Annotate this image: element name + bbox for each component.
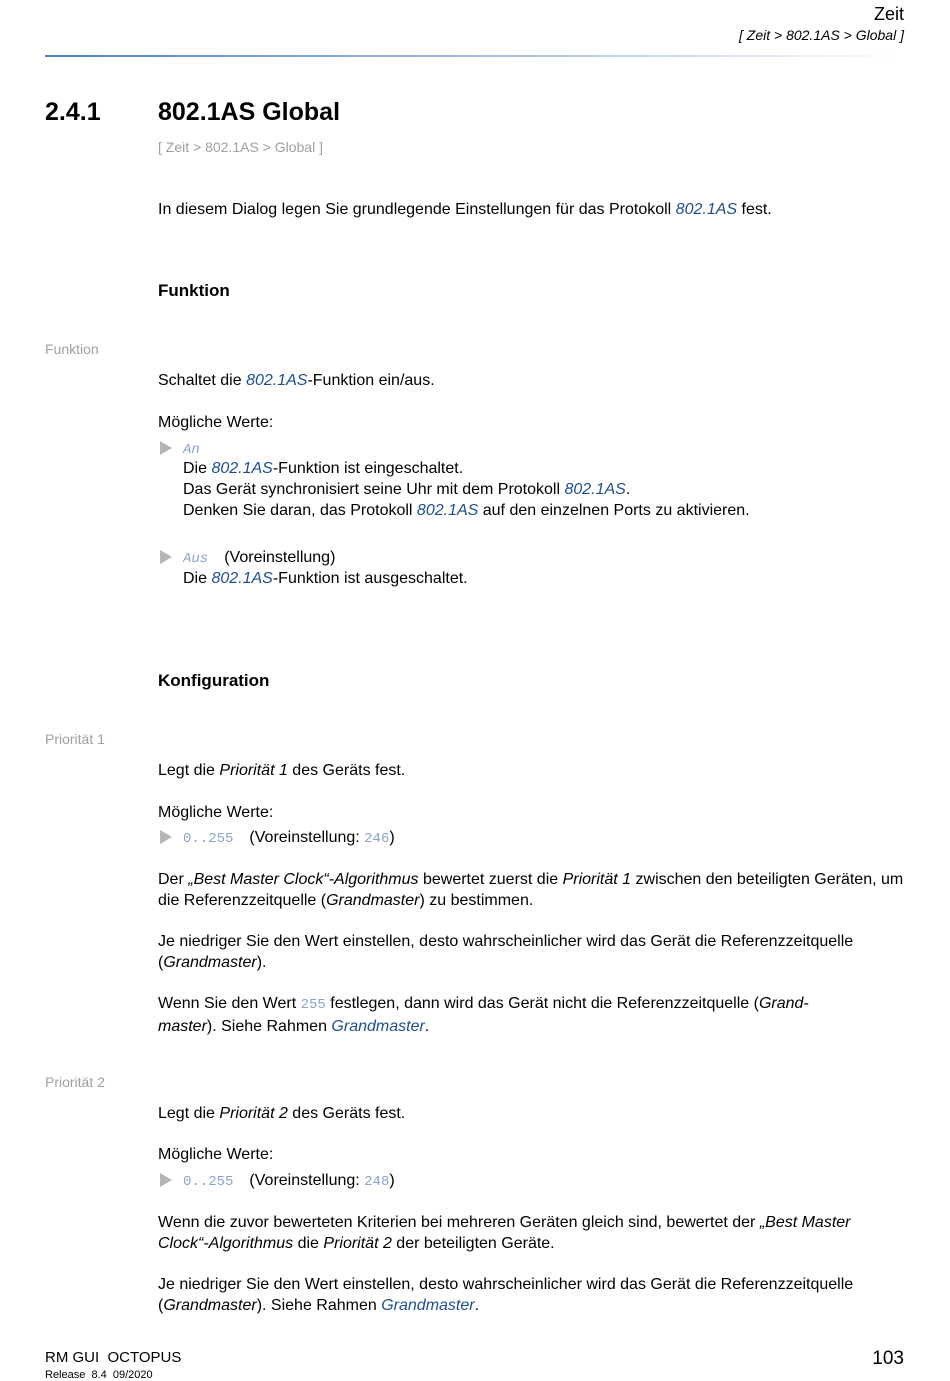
page-number: 103	[872, 1348, 904, 1369]
prioritaet1-values-label: Mögliche Werte:	[158, 804, 274, 821]
option-aus-line1: Die 802.1AS-Funktion ist ausgeschaltet.	[183, 570, 468, 587]
option-aus-value: Aus (Voreinstellung)	[183, 549, 336, 567]
footer-document-title: RM GUI OCTOPUS	[45, 1349, 182, 1366]
option-an-line1: Die 802.1AS-Funktion ist eingeschaltet.	[183, 460, 464, 477]
footer-release: Release 8.4 09/2020	[45, 1369, 153, 1381]
protocol-link[interactable]: 802.1AS	[416, 502, 479, 519]
prioritaet2-values-label: Mögliche Werte:	[158, 1146, 274, 1163]
konfiguration-heading: Konfiguration	[158, 671, 270, 690]
prioritaet2-paragraph2: Je niedriger Sie den Wert einstellen, desto wahrscheinlicher wird das Gerät die Referenzzeitquelle (Grandmaster). Siehe Rahmen Grandmaster.	[158, 1276, 854, 1314]
option-an-line3: Denken Sie daran, das Protokoll 802.1AS auf den einzelnen Ports zu aktivieren.	[183, 502, 750, 519]
prioritaet1-description: Legt die Priorität 1 des Geräts fest.	[158, 762, 406, 779]
protocol-link[interactable]: 802.1AS	[211, 460, 273, 477]
protocol-link[interactable]: 802.1AS	[564, 481, 626, 498]
prioritaet1-paragraph1: Der „Best Master Clock“-Algorithmus bewertet zuerst die Priorität 1 zwischen den beteiligten Geräten, um die Referenzzeitquelle (Grandmaster) zu bestimmen.	[158, 871, 904, 909]
prioritaet2-paragraph1: Wenn die zuvor bewerteten Kriterien bei mehreren Geräten gleich sind, bewertet der „Best Master Clock“-Algorithmus die Priorität 2 der beteiligten Geräte.	[158, 1214, 851, 1252]
prioritaet1-margin-label: Priorität 1	[45, 731, 105, 747]
protocol-link[interactable]: 802.1AS	[211, 570, 273, 587]
grandmaster-link[interactable]: Grandmaster	[381, 1297, 475, 1314]
protocol-link[interactable]: 802.1AS	[675, 201, 738, 218]
running-header-title: Zeit	[873, 4, 904, 24]
bullet-triangle-icon	[160, 830, 172, 844]
section-number: 2.4.1	[45, 98, 101, 126]
bullet-triangle-icon	[160, 550, 172, 564]
intro-paragraph: In diesem Dialog legen Sie grundlegende Einstellungen für das Protokoll 802.1AS fest.	[158, 201, 772, 218]
prioritaet2-margin-label: Priorität 2	[45, 1074, 105, 1090]
section-title: 802.1AS Global	[158, 98, 341, 126]
funktion-margin-label: Funktion	[45, 341, 99, 357]
grandmaster-link[interactable]: Grandmaster	[331, 1018, 425, 1035]
funktion-heading: Funktion	[158, 281, 230, 300]
option-an-line2: Das Gerät synchronisiert seine Uhr mit dem Protokoll 802.1AS.	[183, 481, 631, 498]
funktion-description: Schaltet die 802.1AS-Funktion ein/aus.	[158, 372, 435, 389]
funktion-values-label: Mögliche Werte:	[158, 414, 274, 431]
running-header-path: [ Zeit > 802.1AS > Global ]	[739, 27, 904, 43]
prioritaet2-range: 0..255 (Voreinstellung: 248)	[183, 1172, 395, 1190]
protocol-link[interactable]: 802.1AS	[246, 372, 308, 389]
header-rule	[45, 55, 905, 57]
bullet-triangle-icon	[160, 441, 172, 455]
prioritaet1-paragraph3: Wenn Sie den Wert 255 festlegen, dann wird das Gerät nicht die Referenzzeitquelle (Grand- master). Siehe Rahmen Grandmaster.	[158, 995, 809, 1035]
prioritaet1-paragraph2: Je niedriger Sie den Wert einstellen, desto wahrscheinlicher wird das Gerät die Referenzzeitquelle (Grandmaster).	[158, 933, 854, 971]
prioritaet1-range: 0..255 (Voreinstellung: 246)	[183, 829, 395, 847]
section-path: [ Zeit > 802.1AS > Global ]	[158, 139, 323, 155]
bullet-triangle-icon	[160, 1173, 172, 1187]
option-an-value: An	[183, 442, 200, 458]
prioritaet2-description: Legt die Priorität 2 des Geräts fest.	[158, 1105, 406, 1122]
